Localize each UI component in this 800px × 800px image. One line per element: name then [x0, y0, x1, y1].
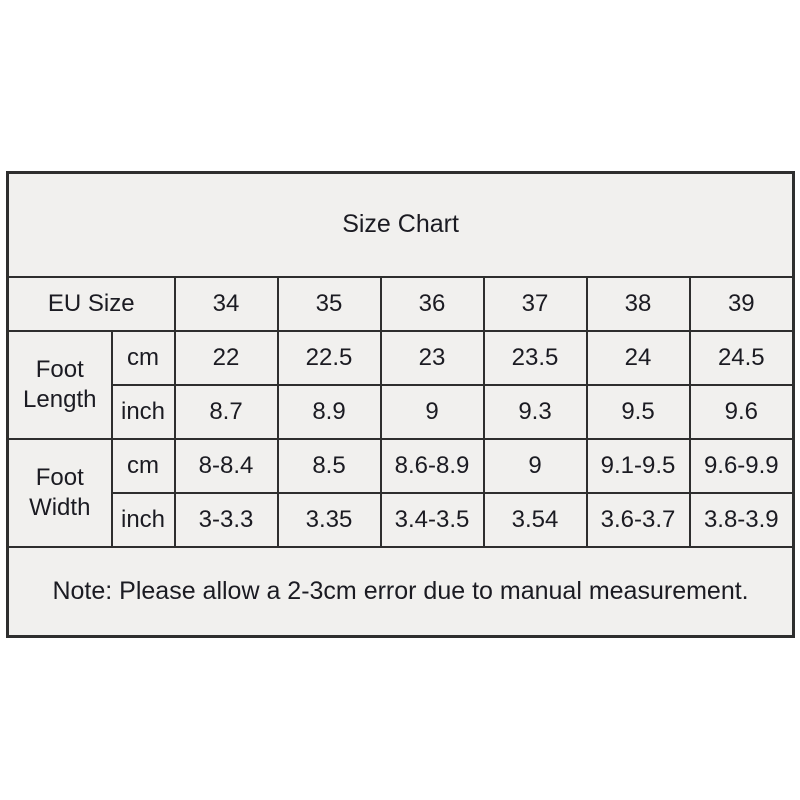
title-row — [8, 173, 794, 277]
foot-length-cm-value: 22.5 — [278, 331, 381, 385]
foot-length-cm-value: 24 — [587, 331, 690, 385]
foot-width-cm-value: 9 — [484, 439, 587, 493]
foot-width-cm-row — [8, 439, 794, 493]
foot-length-cm-value: 23 — [381, 331, 484, 385]
foot-width-cm-value: 8.6-8.9 — [381, 439, 484, 493]
foot-length-inch-value: 9.3 — [484, 385, 587, 439]
foot-width-label: Foot Width — [8, 439, 112, 547]
eu-size-row — [8, 277, 794, 331]
unit-cm-label: cm — [112, 439, 175, 493]
unit-inch-label: inch — [112, 493, 175, 547]
foot-length-label: Foot Length — [8, 331, 112, 439]
foot-length-inch-value: 8.9 — [278, 385, 381, 439]
foot-width-cm-value: 9.1-9.5 — [587, 439, 690, 493]
eu-size-label: EU Size — [8, 277, 175, 331]
foot-length-inch-row — [8, 385, 794, 439]
eu-size-value: 39 — [690, 277, 794, 331]
foot-length-inch-value: 9 — [381, 385, 484, 439]
size-chart-table — [6, 171, 795, 638]
foot-width-inch-value: 3.35 — [278, 493, 381, 547]
foot-length-cm-value: 24.5 — [690, 331, 794, 385]
foot-width-inch-value: 3.8-3.9 — [690, 493, 794, 547]
note-text: Note: Please allow a 2-3cm error due to manual measurement. — [8, 547, 794, 637]
foot-length-inch-value: 9.5 — [587, 385, 690, 439]
foot-width-inch-value: 3-3.3 — [175, 493, 278, 547]
foot-width-cm-value: 9.6-9.9 — [690, 439, 794, 493]
page-title: Size Chart — [8, 173, 794, 277]
eu-size-value: 35 — [278, 277, 381, 331]
foot-width-cm-value: 8-8.4 — [175, 439, 278, 493]
foot-length-inch-value: 8.7 — [175, 385, 278, 439]
eu-size-value: 38 — [587, 277, 690, 331]
size-chart-container — [6, 171, 792, 635]
eu-size-value: 37 — [484, 277, 587, 331]
eu-size-value: 34 — [175, 277, 278, 331]
foot-width-cm-value: 8.5 — [278, 439, 381, 493]
foot-length-cm-value: 22 — [175, 331, 278, 385]
foot-length-cm-row — [8, 331, 794, 385]
foot-width-inch-value: 3.54 — [484, 493, 587, 547]
unit-inch-label: inch — [112, 385, 175, 439]
eu-size-value: 36 — [381, 277, 484, 331]
foot-width-inch-value: 3.6-3.7 — [587, 493, 690, 547]
note-row — [8, 547, 794, 637]
foot-length-inch-value: 9.6 — [690, 385, 794, 439]
foot-width-inch-row — [8, 493, 794, 547]
foot-width-inch-value: 3.4-3.5 — [381, 493, 484, 547]
unit-cm-label: cm — [112, 331, 175, 385]
foot-length-cm-value: 23.5 — [484, 331, 587, 385]
